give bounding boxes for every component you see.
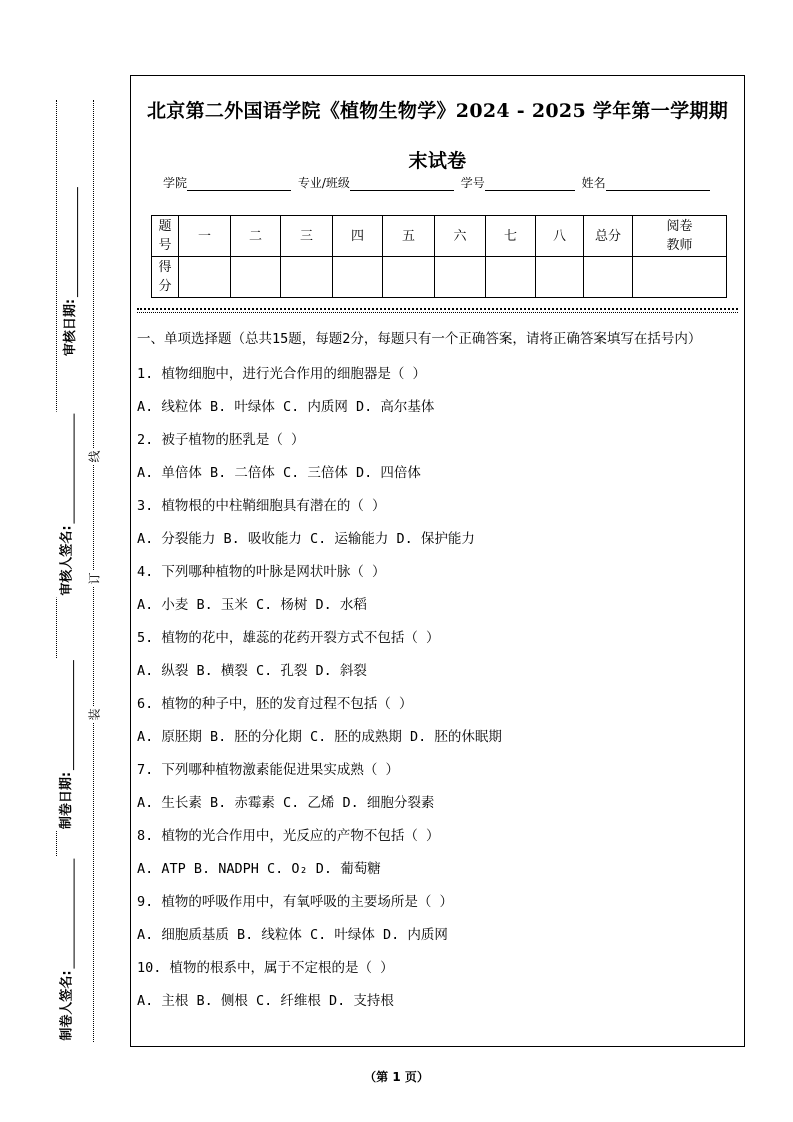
score-cell-3[interactable] — [281, 257, 333, 298]
maker-sign-field[interactable] — [56, 856, 75, 1042]
question-4: 4. 下列哪种植物的叶脉是网状叶脉（ ） — [137, 564, 386, 580]
exam-title-line2: 末试卷 — [408, 150, 467, 172]
score-cell-grader[interactable] — [633, 257, 727, 298]
make-date-label: 制卷日期: — [59, 771, 75, 830]
college-input[interactable] — [187, 178, 291, 191]
question-5: 5. 植物的花中，雄蕊的花药开裂方式不包括（ ） — [137, 630, 440, 646]
reviewer-sign-label: 审核人签名: — [59, 525, 75, 596]
question-list — [137, 358, 736, 1018]
major-class-label: 专业/班级 — [297, 176, 350, 190]
bind-line-mark: 装 — [87, 708, 102, 721]
score-cell-8[interactable] — [536, 257, 584, 298]
questions-section — [137, 328, 736, 1018]
score-table-row2-label: 得分 — [152, 257, 179, 298]
score-table-score-row — [152, 257, 727, 298]
score-header-5: 五 — [383, 216, 435, 257]
score-cell-7[interactable] — [486, 257, 536, 298]
student-id-input[interactable] — [485, 178, 575, 191]
score-header-8: 八 — [536, 216, 584, 257]
score-header-grader: 阅卷教师 — [633, 216, 727, 257]
exam-paper-frame — [130, 75, 745, 1047]
exam-title — [131, 86, 744, 186]
separator-dotted-line — [137, 308, 738, 310]
question-7: 7. 下列哪种植物激素能促进果实成熟（ ） — [137, 762, 400, 778]
score-table — [151, 215, 727, 298]
score-header-3: 三 — [281, 216, 333, 257]
score-cell-1[interactable] — [179, 257, 231, 298]
student-id-label: 学号 — [460, 176, 485, 190]
review-date-label: 审核日期: — [63, 298, 79, 357]
reviewer-sign-field[interactable] — [56, 411, 75, 597]
score-header-1: 一 — [179, 216, 231, 257]
make-date-field[interactable] — [55, 658, 74, 831]
question-3-options: A. 分裂能力 B. 吸收能力 C. 运输能力 D. 保护能力 — [137, 531, 475, 547]
question-2: 2. 被子植物的胚乳是（ ） — [137, 432, 305, 448]
question-10: 10. 植物的根系中，属于不定根的是（ ） — [137, 960, 394, 976]
score-cell-2[interactable] — [231, 257, 281, 298]
question-3: 3. 植物根的中柱鞘细胞具有潜在的（ ） — [137, 498, 386, 514]
question-9: 9. 植物的呼吸作用中，有氧呼吸的主要场所是（ ） — [137, 894, 454, 910]
score-cell-6[interactable] — [435, 257, 486, 298]
score-cell-5[interactable] — [383, 257, 435, 298]
question-1-options: A. 线粒体 B. 叶绿体 C. 内质网 D. 高尔基体 — [137, 399, 435, 415]
question-1: 1. 植物细胞中，进行光合作用的细胞器是（ ） — [137, 366, 427, 382]
name-input[interactable] — [606, 178, 710, 191]
cut-line-mark: 线 — [87, 450, 102, 463]
name-label: 姓名 — [581, 176, 606, 190]
page-number: （第 1 页） — [364, 1070, 429, 1084]
student-info-row — [163, 174, 713, 191]
question-5-options: A. 纵裂 B. 横裂 C. 孔裂 D. 斜裂 — [137, 663, 367, 679]
bind-mark: 订 — [87, 572, 102, 585]
score-table-header-row — [152, 216, 727, 257]
question-8-options: A. ATP B. NADPH C. O₂ D. 葡萄糖 — [137, 861, 381, 877]
section-title: 一、单项选择题（总共15题，每题2分，每题只有一个正确答案，请将正确答案填写在括号内） — [137, 331, 702, 347]
question-8: 8. 植物的光合作用中，光反应的产物不包括（ ） — [137, 828, 440, 844]
score-header-2: 二 — [231, 216, 281, 257]
score-cell-total[interactable] — [584, 257, 633, 298]
score-table-row1-label: 题号 — [152, 216, 179, 257]
college-label: 学院 — [163, 176, 188, 190]
review-date-field[interactable] — [59, 185, 78, 358]
question-10-options: A. 主根 B. 侧根 C. 纤维根 D. 支持根 — [137, 993, 394, 1009]
question-4-options: A. 小麦 B. 玉米 C. 杨树 D. 水稻 — [137, 597, 367, 613]
question-2-options: A. 单倍体 B. 二倍体 C. 三倍体 D. 四倍体 — [137, 465, 421, 481]
major-class-input[interactable] — [350, 178, 454, 191]
separator-dotted-line-2 — [137, 312, 738, 313]
question-6: 6. 植物的种子中，胚的发育过程不包括（ ） — [137, 696, 413, 712]
maker-sign-label: 制卷人签名: — [59, 970, 75, 1041]
score-header-7: 七 — [486, 216, 536, 257]
score-header-total: 总分 — [584, 216, 633, 257]
question-6-options: A. 原胚期 B. 胚的分化期 C. 胚的成熟期 D. 胚的休眠期 — [137, 729, 502, 745]
score-cell-4[interactable] — [333, 257, 383, 298]
score-header-6: 六 — [435, 216, 486, 257]
question-7-options: A. 生长素 B. 赤霉素 C. 乙烯 D. 细胞分裂素 — [137, 795, 435, 811]
score-header-4: 四 — [333, 216, 383, 257]
question-9-options: A. 细胞质基质 B. 线粒体 C. 叶绿体 D. 内质网 — [137, 927, 448, 943]
exam-title-line1: 北京第二外国语学院《植物生物学》2024 - 2025 学年第一学期期 — [147, 100, 728, 122]
